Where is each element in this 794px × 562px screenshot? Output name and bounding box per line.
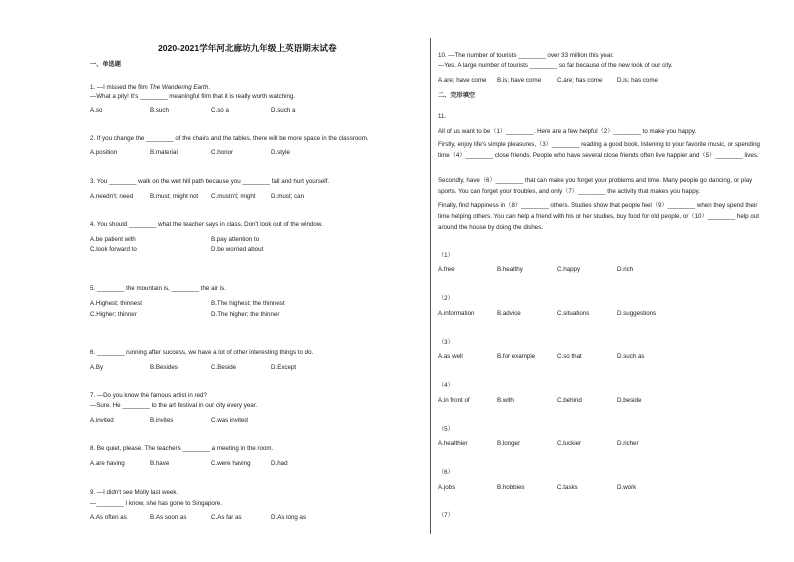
q1-line2: —What a pity! It's ________ meaningful film that it is really worth watching. [90, 93, 296, 100]
q7-line1: 7. —Do you know the famous artist in red? [90, 392, 207, 399]
q8-stem: 8. Be quiet, please. The teachers ________ a meeting in the room. [90, 445, 274, 452]
q8-option-c[interactable]: C.were having [211, 460, 251, 467]
q1-option-c[interactable]: C.so a [211, 107, 229, 114]
q10-option-a[interactable]: A.are; have come [438, 77, 487, 84]
q9-option-d[interactable]: D.As long as [271, 514, 307, 521]
column-divider [430, 38, 431, 534]
blank7-label: （7） [438, 512, 454, 519]
blank5-label: （5） [438, 426, 454, 433]
passage-paragraph2: Firstly, enjoy life's simple pleasures,（3）________ reading a good book, listening to your favorite music, or spending time（4）________ close friends. People who have several close friends often live happier and（5）________ lives. [438, 141, 760, 159]
blank3-option-d[interactable]: D.such as [617, 353, 645, 360]
blank4-option-c[interactable]: C.behind [557, 397, 582, 404]
blank6-option-b[interactable]: B.hobbies [497, 484, 525, 491]
blank4-option-d[interactable]: D.beside [617, 397, 642, 404]
q1-option-a[interactable]: A.so [90, 107, 103, 114]
q5-option-b[interactable]: B.The highest; the thinnest [211, 300, 285, 307]
blank6-label: （6） [438, 469, 454, 476]
blank3-option-a[interactable]: A.as well [438, 353, 463, 360]
blank6-option-c[interactable]: C.tasks [557, 484, 578, 491]
blank5-option-a[interactable]: A.healthier [438, 440, 468, 447]
blank3-option-c[interactable]: C.so that [557, 353, 582, 360]
q10-option-b[interactable]: B.is; have come [497, 77, 542, 84]
q6-option-d[interactable]: D.Except [271, 364, 297, 371]
blank5-option-b[interactable]: B.longer [497, 440, 521, 447]
q3-option-d[interactable]: D.must; can [271, 193, 305, 200]
q2-option-c[interactable]: C.honor [211, 149, 234, 156]
q8-option-b[interactable]: B.have [150, 460, 170, 467]
q5-option-d[interactable]: D.The higher; the thinner [211, 311, 280, 318]
q6-option-c[interactable]: C.Beside [211, 364, 237, 371]
q9-line1: 9. —I didn't see Molly last week. [90, 489, 179, 496]
q6-stem: 6. ________ running after success, we have a lot of other interesting things to do. [90, 349, 314, 356]
q1-option-d[interactable]: D.such a [271, 107, 296, 114]
passage-paragraph3: Secondly, have（6）________ that can make you forget your problems and time. Many people go dancing, or play sports. You can forget your troubles, and only（7）________ the activity that makes you happy. [438, 177, 753, 195]
q9-option-b[interactable]: B.As soon as [150, 514, 187, 521]
q7-line2: —Sure. He ________ to the art festival in our city every year. [90, 402, 258, 409]
blank2-label: （2） [438, 295, 454, 302]
q11-number: 11. [438, 113, 447, 120]
blank2-option-d[interactable]: D.suggestions [617, 310, 657, 317]
blank5-option-d[interactable]: D.richer [617, 440, 639, 447]
q7-option-c[interactable]: C.was invited [211, 417, 248, 424]
q6-option-b[interactable]: B.Besides [150, 364, 178, 371]
blank6-option-d[interactable]: D.work [617, 484, 637, 491]
blank1-option-c[interactable]: C.happy [557, 266, 581, 273]
q4-option-d[interactable]: D.be worried about [211, 246, 264, 253]
q3-option-a[interactable]: A.needn't; need [90, 193, 134, 200]
q3-option-b[interactable]: B.must; might not [150, 193, 199, 200]
blank1-option-b[interactable]: B.healthy [497, 266, 523, 273]
q5-option-c[interactable]: C.Higher; thinner [90, 311, 137, 318]
q2-option-d[interactable]: D.style [271, 149, 290, 156]
q4-option-c[interactable]: C.look forward to [90, 246, 137, 253]
q4-option-a[interactable]: A.be patient with [90, 236, 136, 243]
passage-line1: All of us want to be（1）________. Here are a few helpful（2）________ to make you happy. [438, 128, 697, 135]
q2-stem: 2. If you change the ________ of the chairs and the tables, there will be more space in the classroom. [90, 135, 369, 142]
q8-option-d[interactable]: D.had [271, 460, 288, 467]
blank1-option-d[interactable]: D.rich [617, 266, 634, 273]
q4-option-b[interactable]: B.pay attention to [211, 236, 260, 243]
q1-line1: 1. —I missed the film The Wandering Earth. [90, 84, 210, 91]
q9-option-c[interactable]: C.As far as [211, 514, 242, 521]
q10-line1: 10. —The number of tourists ________ over 33 million this year. [438, 52, 614, 59]
q10-line2: —Yes. A large number of tourists ________ so far because of the new look of our city. [438, 62, 673, 69]
q7-option-a[interactable]: A.invited [90, 417, 114, 424]
q3-stem: 3. You ________ walk on the wet hill path because you ________ fall and hurt yourself. [90, 178, 330, 185]
section-heading-cloze: 二、完形填空 [438, 92, 476, 99]
exam-title: 2020-2021学年河北廊坊九年级上英语期末试卷 [158, 43, 337, 53]
blank3-option-b[interactable]: B.for example [497, 353, 536, 360]
q8-option-a[interactable]: A.are having [90, 460, 125, 467]
q4-stem: 4. You should ________ what the teacher says in class. Don't look out of the window. [90, 221, 323, 228]
q10-option-d[interactable]: D.is; has come [617, 77, 658, 84]
blank5-option-c[interactable]: C.luckier [557, 440, 582, 447]
blank4-label: （4） [438, 382, 454, 389]
blank4-option-b[interactable]: B.with [497, 397, 514, 404]
q1-option-b[interactable]: B.such [150, 107, 169, 114]
passage-paragraph4: Finally, find happiness in（8）________ others. Studies show that people feel（9）________ when they spend their time helping others. You can help a friend with his or her studies, buy food for old people, or（10）________ help out around the house by doing the dishes. [438, 202, 759, 231]
blank4-option-a[interactable]: A.in front of [438, 397, 470, 404]
q7-option-b[interactable]: B.invites [150, 417, 174, 424]
q5-stem: 5. ________ the mountain is, ________ the air is. [90, 285, 226, 292]
blank1-option-a[interactable]: A.free [438, 266, 455, 273]
blank2-option-c[interactable]: C.situations [557, 310, 590, 317]
blank2-option-b[interactable]: B.advice [497, 310, 521, 317]
q5-option-a[interactable]: A.Highest; thinnest [90, 300, 142, 307]
q2-option-a[interactable]: A.position [90, 149, 118, 156]
blank2-option-a[interactable]: A.information [438, 310, 475, 317]
q3-option-c[interactable]: C.mustn't; might [211, 193, 256, 200]
blank1-label: （1） [438, 252, 454, 259]
q10-option-c[interactable]: C.are; has come [557, 77, 603, 84]
q6-option-a[interactable]: A.By [90, 364, 104, 371]
blank6-option-a[interactable]: A.jobs [438, 484, 456, 491]
q9-option-a[interactable]: A.As often as [90, 514, 127, 521]
q2-option-b[interactable]: B.material [150, 149, 178, 156]
q9-line2: —________ I know, she has gone to Singapore. [90, 500, 223, 507]
blank3-label: （3） [438, 339, 454, 346]
section-heading-single-choice: 一、单选题 [90, 61, 121, 68]
